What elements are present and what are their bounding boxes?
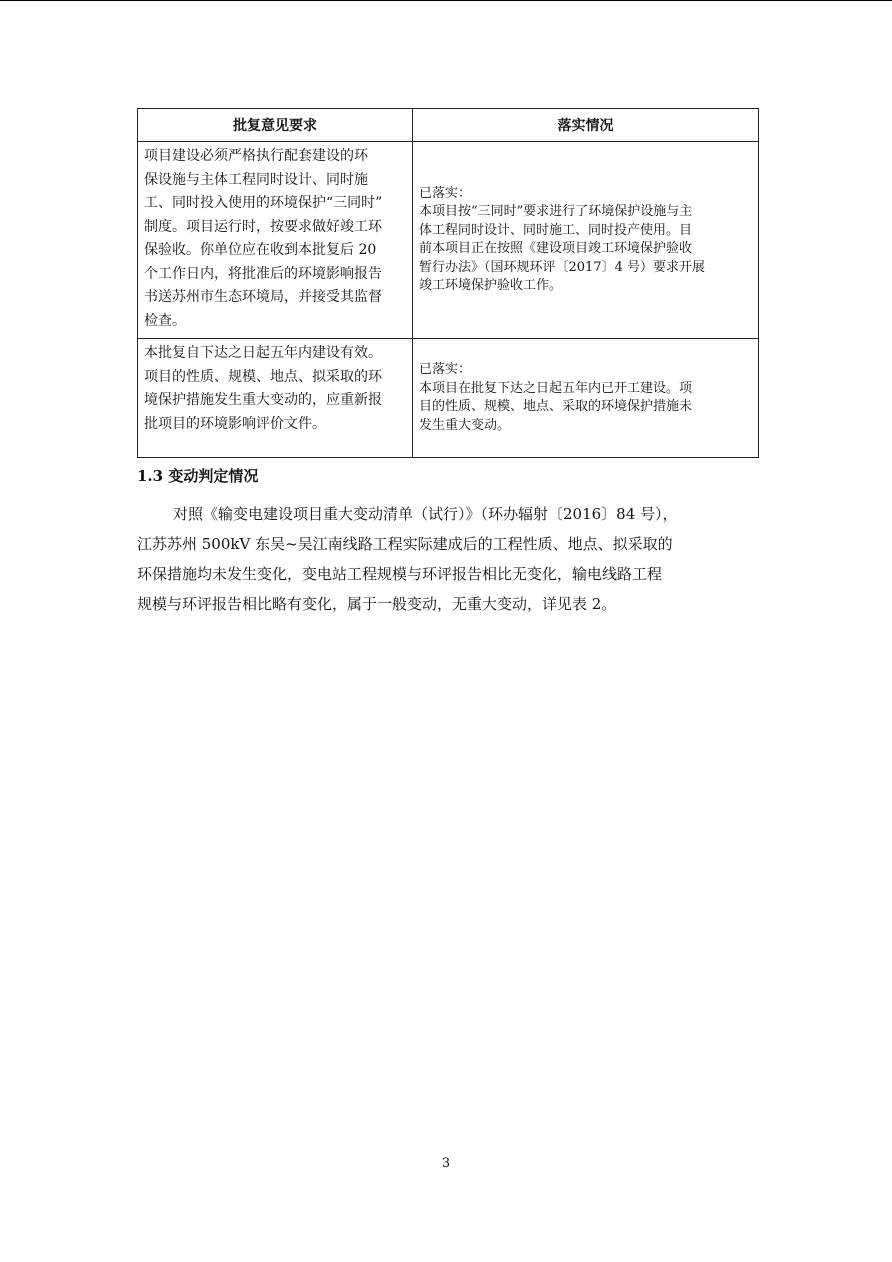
header-implementation: 落实情况: [413, 109, 759, 142]
table-row: [138, 339, 759, 458]
text-line: 检查。: [144, 312, 186, 329]
paragraph-line: 规模与环评报告相比略有变化，属于一般变动，无重大变动，详见表 2。: [137, 595, 617, 613]
body-paragraph: [137, 499, 759, 619]
text-line: 个工作日内，将批准后的环境影响报告: [144, 265, 382, 282]
text-line: 体工程同时设计、同时施工、同时投产使用。目: [419, 222, 693, 238]
text-line: 发生重大变动。: [419, 417, 511, 433]
text-line: 批项目的环境影响评价文件。: [144, 415, 326, 432]
text-line: 本批复自下达之日起五年内建设有效。: [144, 345, 382, 361]
text-line: 竣工环境保护验收工作。: [419, 278, 563, 293]
text-line: 本项目按“三同时”要求进行了环境保护设施与主: [419, 204, 693, 219]
text-line: 项目建设必须严格执行配套建设的环: [144, 148, 368, 164]
approval-implementation-table: [137, 108, 758, 458]
text-line: 书送苏州市生态环境局，并接受其监督: [144, 289, 382, 305]
requirement-cell: [138, 339, 413, 458]
text-line: 已落实：: [419, 185, 472, 201]
text-line: 已落实：: [419, 362, 472, 377]
paragraph-line: 江苏苏州 500kV 东吴~吴江南线路工程实际建成后的工程性质、地点、拟采取的: [137, 535, 673, 553]
paragraph-line: 环保措施均未发生变化，变电站工程规模与环评报告相比无变化，输电线路工程: [137, 565, 663, 583]
paragraph-line: 对照《输变电建设项目重大变动清单（试行）》（环办辐射〔2016〕84 号），: [173, 505, 678, 523]
text-line: 境保护措施发生重大变动的，应重新报: [144, 392, 382, 408]
implementation-cell: [413, 339, 759, 458]
page-number: 3: [441, 1156, 451, 1171]
text-line: 制度。项目运行时，按要求做好竣工环: [144, 218, 382, 235]
text-line: 目的性质、规模、地点、采取的环境保护措施未: [419, 399, 693, 414]
implementation-cell: [413, 142, 759, 339]
requirement-cell: [138, 142, 413, 339]
text-line: 暂行办法》（国环规环评〔2017〕4 号）要求开展: [419, 259, 705, 275]
section-heading: 1.3 变动判定情况: [137, 467, 259, 485]
table-header-row: [138, 109, 759, 142]
text-line: 保设施与主体工程同时设计、同时施: [144, 171, 368, 188]
text-line: 项目的性质、规模、地点、拟采取的环: [144, 368, 382, 385]
text-line: 前本项目正在按照《建设项目竣工环境保护验收: [419, 241, 693, 256]
text-line: 保验收。你单位应在收到本批复后 20: [144, 242, 377, 258]
text-line: 工、同时投入使用的环境保护“三同时”: [144, 195, 383, 211]
text-line: 本项目在批复下达之日起五年内已开工建设。项: [419, 380, 693, 396]
page-top-border: [0, 0, 892, 1]
header-requirement: 批复意见要求: [138, 109, 413, 142]
table: [137, 108, 759, 458]
table-row: [138, 142, 759, 339]
